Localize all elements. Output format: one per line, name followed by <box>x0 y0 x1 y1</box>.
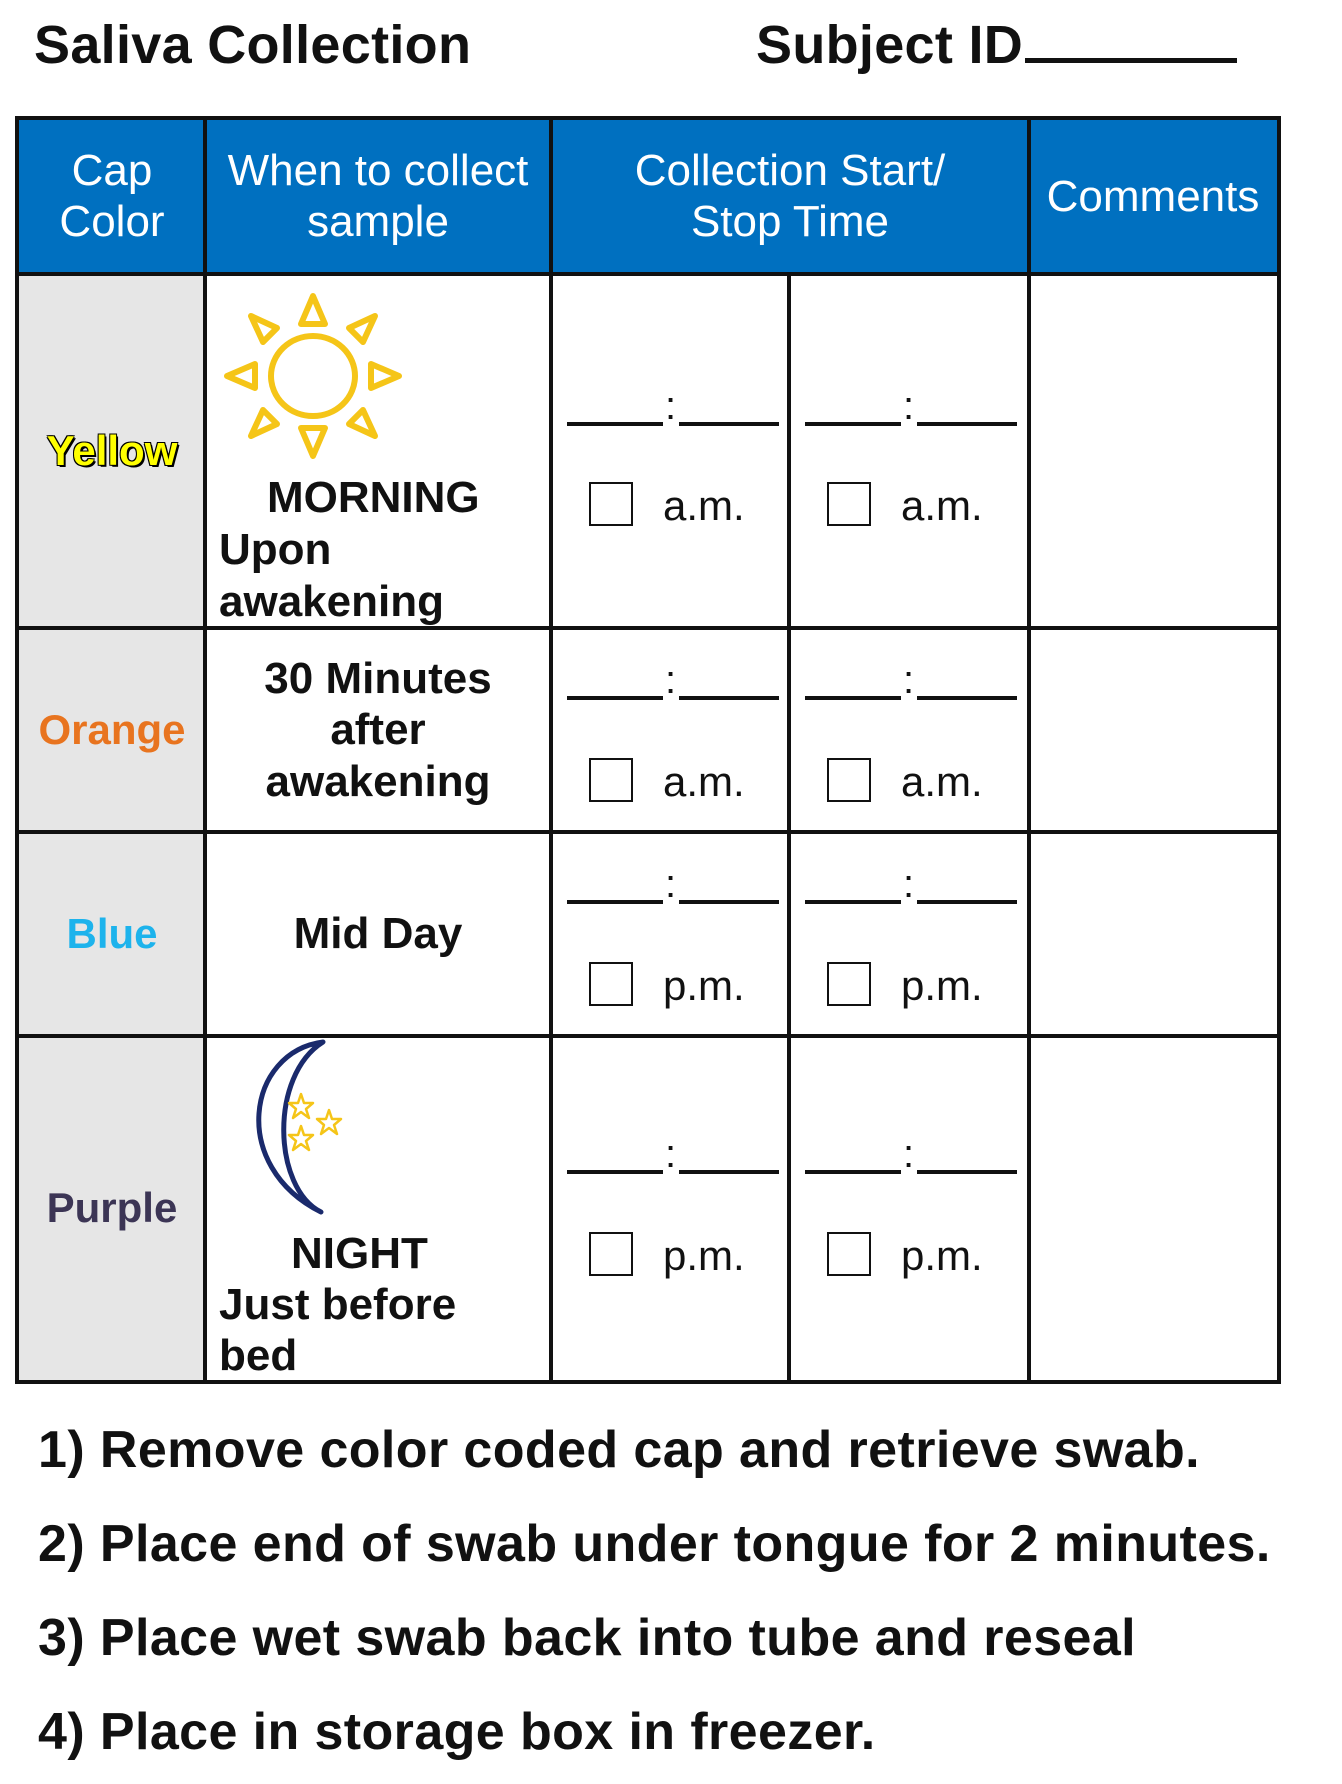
stop-colon: : <box>903 384 915 428</box>
cap-purple: Purple <box>19 1036 205 1380</box>
instruction-2: 2) Place end of swab under tongue for 2 minutes. <box>38 1515 1271 1573</box>
start-pm-checkbox[interactable] <box>589 1232 633 1276</box>
grid-divider <box>19 1034 1277 1038</box>
stop-hour-blank[interactable] <box>805 1170 901 1174</box>
start-colon: : <box>665 862 677 906</box>
start-period-label: a.m. <box>663 758 745 805</box>
when-night-line2: bed <box>219 1331 298 1380</box>
comments-cell[interactable] <box>1033 1040 1277 1380</box>
start-period-label: p.m. <box>663 962 745 1009</box>
stop-hour-blank[interactable] <box>805 696 901 700</box>
stop-colon: : <box>903 862 915 906</box>
stop-minute-blank[interactable] <box>917 900 1017 904</box>
comments-cell[interactable] <box>1033 836 1277 1036</box>
header-cap-color: Cap Color <box>19 120 205 274</box>
when-morning-title: MORNING <box>267 473 480 522</box>
collection-table <box>15 116 1281 1384</box>
cap-yellow: Yellow <box>19 274 205 628</box>
instruction-4: 4) Place in storage box in freezer. <box>38 1703 876 1761</box>
grid-divider <box>19 272 1277 276</box>
start-period-label: p.m. <box>663 1232 745 1279</box>
sun-icon <box>221 290 405 466</box>
stop-period-label: a.m. <box>901 758 983 805</box>
start-minute-blank[interactable] <box>679 900 779 904</box>
when-30min-cell <box>205 628 551 832</box>
when-night-title: NIGHT <box>291 1229 428 1278</box>
stop-colon: : <box>903 1132 915 1176</box>
stop-am-checkbox[interactable] <box>827 758 871 802</box>
when-morning-line1: Upon <box>219 525 332 574</box>
grid-divider <box>1027 120 1031 1380</box>
when-30min-line2: after <box>330 705 426 755</box>
stop-minute-blank[interactable] <box>917 696 1017 700</box>
when-midday-cell <box>205 832 551 1036</box>
when-night-cell <box>205 1036 551 1380</box>
start-colon: : <box>665 658 677 702</box>
grid-divider <box>787 272 791 1380</box>
stop-pm-checkbox[interactable] <box>827 1232 871 1276</box>
form-title: Saliva Collection <box>34 15 472 75</box>
when-morning-line2: awakening <box>219 577 444 626</box>
start-minute-blank[interactable] <box>679 1170 779 1174</box>
stop-am-checkbox[interactable] <box>827 482 871 526</box>
start-colon: : <box>665 1132 677 1176</box>
comments-cell[interactable] <box>1033 278 1277 628</box>
subject-id-label: Subject ID <box>756 15 1024 75</box>
grid-divider <box>19 626 1277 630</box>
instruction-1: 1) Remove color coded cap and retrieve swab. <box>38 1421 1201 1479</box>
start-hour-blank[interactable] <box>567 696 663 700</box>
start-colon: : <box>665 384 677 428</box>
stop-minute-blank[interactable] <box>917 422 1017 426</box>
start-minute-blank[interactable] <box>679 422 779 426</box>
stop-hour-blank[interactable] <box>805 422 901 426</box>
subject-id-blank[interactable] <box>1025 14 1237 63</box>
when-midday-line1: Mid Day <box>293 909 463 959</box>
stop-colon: : <box>903 658 915 702</box>
start-minute-blank[interactable] <box>679 696 779 700</box>
start-hour-blank[interactable] <box>567 1170 663 1174</box>
stop-period-label: p.m. <box>901 1232 983 1279</box>
start-hour-blank[interactable] <box>567 900 663 904</box>
start-period-label: a.m. <box>663 482 745 529</box>
stop-minute-blank[interactable] <box>917 1170 1017 1174</box>
when-30min-line3: awakening <box>265 756 491 806</box>
when-morning-cell <box>205 274 551 628</box>
stop-period-label: a.m. <box>901 482 983 529</box>
instruction-3: 3) Place wet swab back into tube and reseal <box>38 1609 1137 1667</box>
stop-hour-blank[interactable] <box>805 900 901 904</box>
start-pm-checkbox[interactable] <box>589 962 633 1006</box>
start-am-checkbox[interactable] <box>589 482 633 526</box>
grid-divider <box>19 830 1277 834</box>
grid-divider <box>549 120 553 1380</box>
cap-blue: Blue <box>19 832 205 1036</box>
when-night-line1: Just before <box>219 1280 457 1329</box>
when-30min-line1: 30 Minutes <box>264 653 492 703</box>
header-time: Collection Start/ Stop Time <box>551 120 1029 274</box>
header-comments: Comments <box>1029 120 1277 274</box>
cap-orange: Orange <box>19 628 205 832</box>
subject-id-field[interactable] <box>756 14 1237 76</box>
grid-divider <box>203 120 207 1380</box>
header-when: When to collect sample <box>205 120 551 274</box>
start-hour-blank[interactable] <box>567 422 663 426</box>
start-am-checkbox[interactable] <box>589 758 633 802</box>
stop-pm-checkbox[interactable] <box>827 962 871 1006</box>
comments-cell[interactable] <box>1033 632 1277 832</box>
stars-icon <box>283 1092 353 1160</box>
stop-period-label: p.m. <box>901 962 983 1009</box>
